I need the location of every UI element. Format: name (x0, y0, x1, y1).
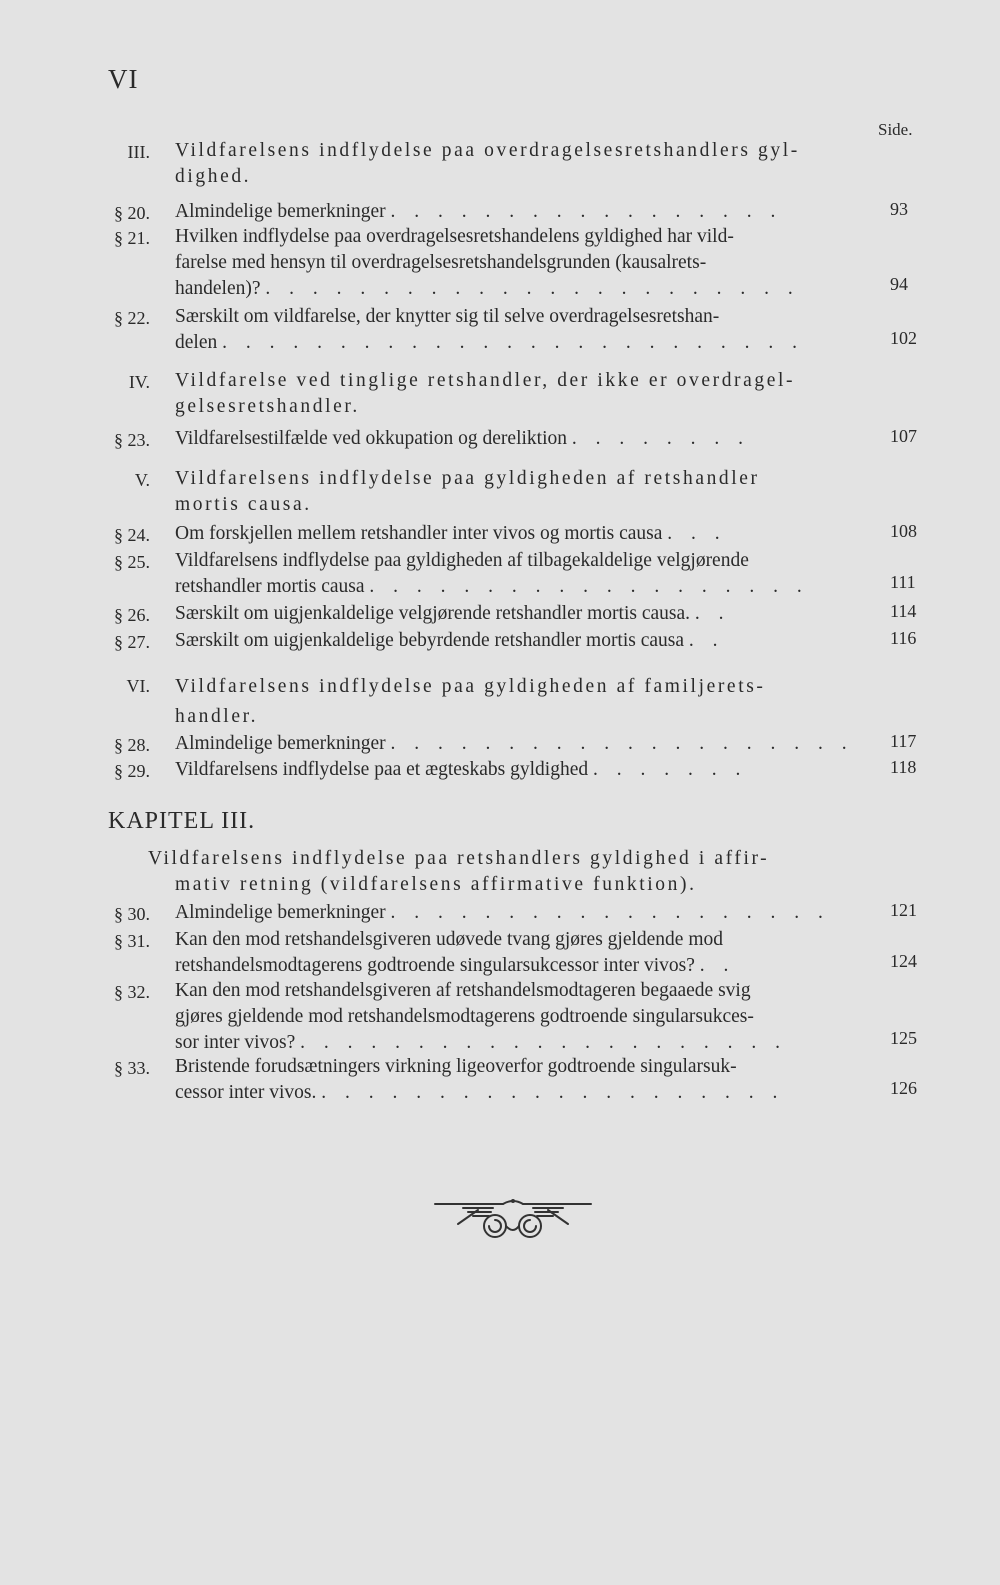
section-number: § 28. (114, 735, 150, 755)
part-title-line: handler. (175, 706, 259, 727)
entry-line: sor inter vivos? (175, 1032, 296, 1053)
page-ref: 111 (890, 572, 916, 592)
section-number: § 20. (114, 203, 150, 223)
entry-text (175, 521, 870, 547)
entry-line: Hvilken indflydelse paa overdragelsesretshandelens gyldighed har vild- (175, 226, 734, 247)
part-title-line: gelsesretshandler. (175, 396, 360, 417)
part-title-line: dighed. (175, 166, 252, 187)
part-title (175, 466, 870, 518)
entry-line: gjøres gjeldende mod retshandelsmodtagerens godtroende singularsukces- (175, 1006, 754, 1027)
page-ref: 107 (890, 426, 917, 446)
section-number: § 26. (114, 605, 150, 625)
decorative-ornament-icon (433, 1196, 593, 1246)
page-ref: 126 (890, 1078, 917, 1098)
leader-dots: . . . . . . . . . . . . . . . . . . . . . (300, 1032, 787, 1053)
leader-dots: . . (694, 603, 731, 624)
entry-text (175, 731, 870, 757)
entry-line: Almindelige bemerkninger (175, 733, 386, 754)
entry-line: Kan den mod retshandelsgiveren af retshandelsmodtageren begaaede svig (175, 980, 751, 1001)
leader-dots: . . . . . . . . . . . . . . . . . . . (390, 902, 830, 923)
part-title-line: Vildfarelsens indflydelse paa gyldigheden af familjerets- (175, 676, 766, 697)
entry-line: Vildfarelsestilfælde ved okkupation og dereliktion (175, 428, 567, 449)
entry-line: Almindelige bemerkninger (175, 201, 386, 222)
part-title-line: Vildfarelse ved tinglige retshandler, der ikke er overdragel- (175, 370, 796, 391)
leader-dots: . . . . . . . . . . . . . . . . . . . (369, 576, 809, 597)
entry-text (175, 1054, 870, 1106)
entry-text (175, 900, 870, 926)
page-ref: 118 (890, 757, 917, 777)
section-number: § 31. (114, 931, 150, 951)
section-number: § 25. (114, 552, 150, 572)
page-ref: 125 (890, 1028, 917, 1048)
entry-text (175, 601, 870, 627)
side-column-label: Side. (878, 120, 913, 139)
part-number: IV. (128, 372, 150, 392)
entry-text (175, 628, 870, 654)
section-number: § 22. (114, 308, 150, 328)
entry-line: Særskilt om uigjenkaldelige bebyrdende retshandler mortis causa (175, 630, 685, 651)
section-number: § 32. (114, 982, 150, 1002)
section-number: § 23. (114, 430, 150, 450)
leader-dots: . . . . . . . (592, 759, 748, 780)
entry-line: farelse med hensyn til overdragelsesretshandelsgrunden (kausalrets- (175, 252, 707, 273)
section-number: § 21. (114, 228, 150, 248)
page-ref: 121 (890, 900, 917, 920)
entry-line: handelen)? (175, 278, 261, 299)
part-number: III. (127, 142, 150, 162)
leader-dots: . . . . . . . . . . . . . . . . . . . . (321, 1082, 785, 1103)
page-ref: 93 (890, 199, 908, 219)
leader-dots: . . . . . . . . (571, 428, 750, 449)
page-ref: 116 (890, 628, 917, 648)
chapter-heading: KAPITEL III. (108, 808, 256, 834)
section-number: § 27. (114, 632, 150, 652)
part-title (175, 672, 870, 732)
leader-dots: . . . . . . . . . . . . . . . . . . . . (390, 733, 854, 754)
part-number: VI. (126, 676, 150, 696)
leader-dots: . . (699, 955, 736, 976)
page-ref: 94 (890, 274, 908, 294)
chapter-title-line: mativ retning (vildfarelsens affirmative funktion). (175, 874, 697, 895)
entry-text (175, 978, 870, 1056)
part-title-line: Vildfarelsens indflydelse paa overdragelsesretshandlers gyl- (175, 140, 800, 161)
entry-text (175, 426, 870, 452)
leader-dots: . . (688, 630, 725, 651)
entry-line: Bristende forudsætningers virkning ligeoverfor godtroende singularsuk- (175, 1056, 737, 1077)
leader-dots: . . . . . . . . . . . . . . . . . . . . . . . (265, 278, 800, 299)
entry-line: Kan den mod retshandelsgiveren udøvede tvang gjøres gjeldende mod (175, 929, 724, 950)
entry-line: Vildfarelsens indflydelse paa gyldigheden af tilbagekaldelige velgjørende (175, 550, 749, 571)
part-title (175, 368, 870, 420)
part-title-line: Vildfarelsens indflydelse paa gyldigheden af retshandler (175, 468, 760, 489)
entry-line: cessor inter vivos. (175, 1082, 317, 1103)
entry-line: retshandler mortis causa (175, 576, 365, 597)
section-number: § 33. (114, 1058, 150, 1078)
page-ref: 114 (890, 601, 917, 621)
part-title (175, 138, 870, 190)
leader-dots: . . . (667, 523, 727, 544)
entry-line: retshandelsmodtagerens godtroende singularsukcessor inter vivos? (175, 955, 695, 976)
section-number: § 24. (114, 525, 150, 545)
entry-text (175, 199, 870, 225)
entry-line: Særskilt om vildfarelse, der knytter sig til selve overdragelsesretshan- (175, 306, 720, 327)
entry-line: Vildfarelsens indflydelse paa et ægteskabs gyldighed (175, 759, 589, 780)
section-number: § 29. (114, 761, 150, 781)
page-ref: 117 (890, 731, 917, 751)
section-number: § 30. (114, 904, 150, 924)
entry-line: Om forskjellen mellem retshandler inter vivos og mortis causa (175, 523, 663, 544)
entry-line: Særskilt om uigjenkaldelige velgjørende retshandler mortis causa. (175, 603, 690, 624)
page-ref: 124 (890, 951, 917, 971)
leader-dots: . . . . . . . . . . . . . . . . . (390, 201, 783, 222)
part-title-line: mortis causa. (175, 494, 312, 515)
entry-line: Almindelige bemerkninger (175, 902, 386, 923)
entry-text (175, 927, 870, 979)
entry-text (175, 548, 870, 600)
entry-line: delen (175, 332, 218, 353)
part-number: V. (134, 470, 150, 490)
chapter-title-text (148, 846, 870, 898)
page-ref: 102 (890, 328, 917, 348)
entry-text (175, 757, 870, 783)
chapter-title-line: Vildfarelsens indflydelse paa retshandlers gyldighed i affir- (148, 848, 770, 869)
entry-text (175, 224, 870, 302)
page-number: VI (108, 64, 139, 94)
page-ref: 108 (890, 521, 917, 541)
leader-dots: . . . . . . . . . . . . . . . . . . . . . . . . . (222, 332, 804, 353)
entry-text (175, 304, 870, 356)
